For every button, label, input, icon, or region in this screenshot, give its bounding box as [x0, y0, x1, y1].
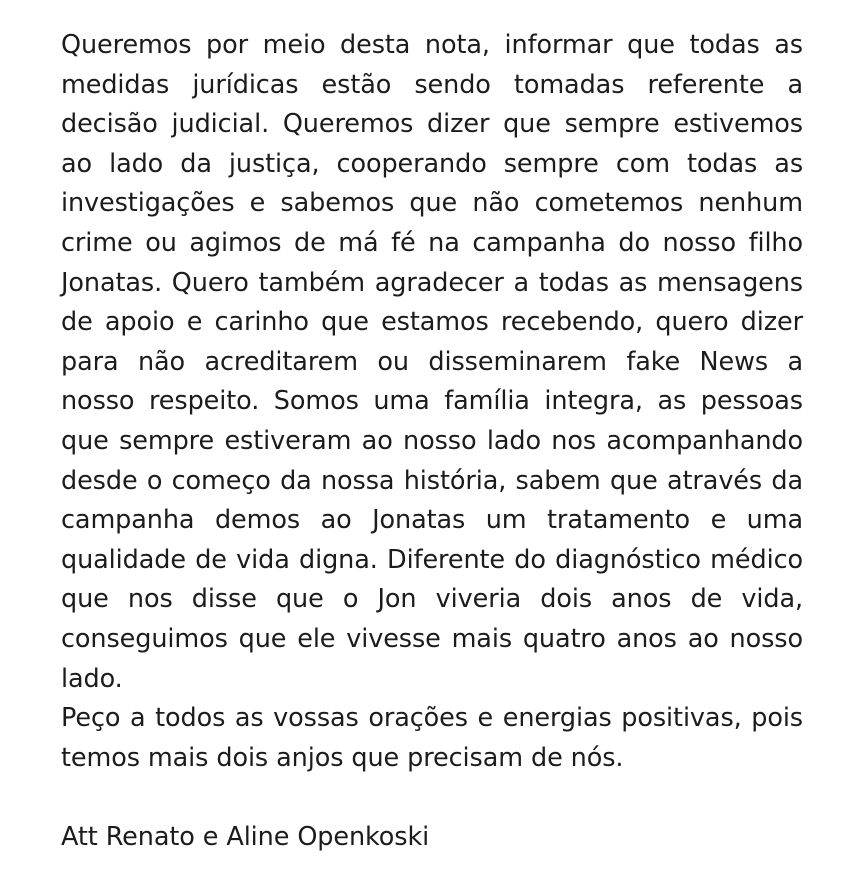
note-signature: Att Renato e Aline Openkoski	[61, 821, 430, 852]
note-paragraph-1: Queremos por meio desta nota, informar que todas as medidas jurídicas estão sendo tomadas referente a decisão judicial. Queremos dizer que sempre estivemos ao lado da justiça, cooperando sempre com todas as investigações e sabemos que não cometemos nenhum crime ou agimos de má fé na campanha do nosso filho Jonatas. Quero também agradecer a todas as mensagens de apoio e carinho que estamos recebendo, quero dizer para não acreditarem ou disseminarem fake News a nosso respeito. Somos uma família integra, as pessoas que sempre estiveram ao nosso lado nos acompanhando desde o começo da nossa história, sabem que através da campanha demos ao Jonatas um tratamento e uma qualidade de vida digna. Diferente do diagnóstico médico que nos disse que o Jon viveria dois anos de vida, conseguimos que ele vivesse mais quatro anos ao nosso lado.	[61, 30, 803, 694]
statement-note	[61, 26, 803, 857]
note-paragraph-2: Peço a todos as vossas orações e energias positivas, pois temos mais dois anjos que precisam de nós.	[61, 703, 803, 773]
